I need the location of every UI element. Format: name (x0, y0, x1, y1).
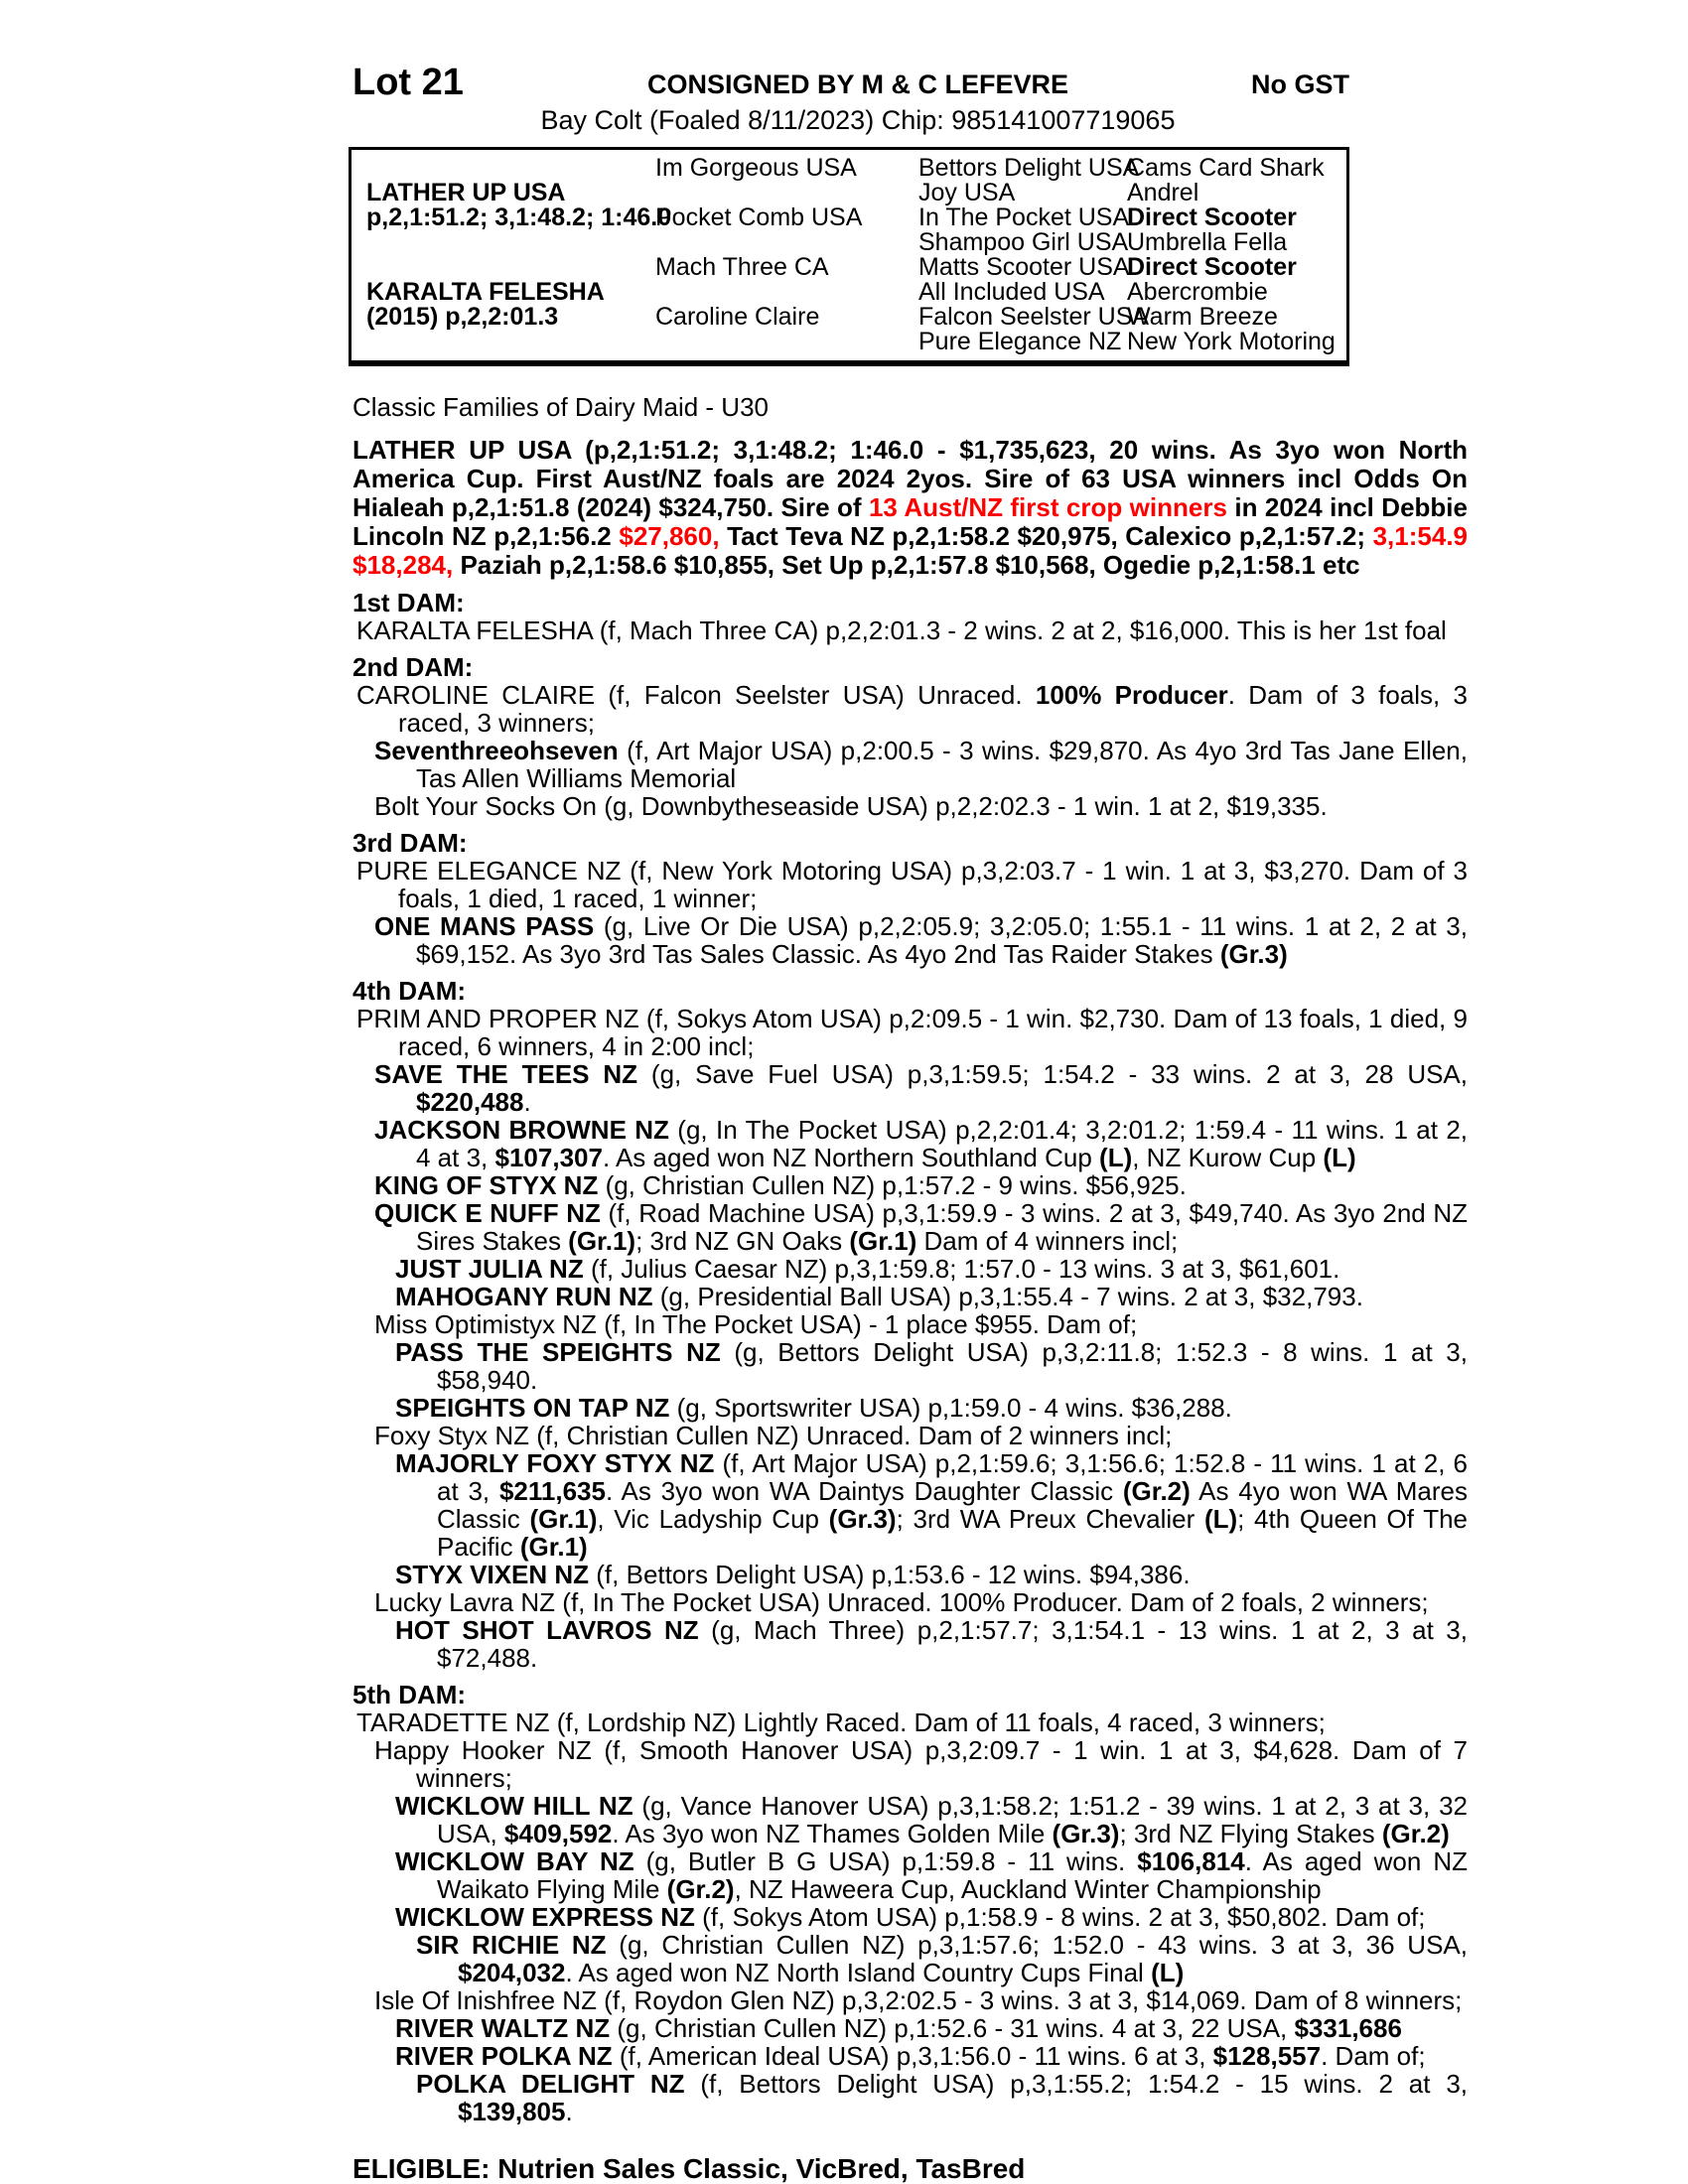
pedigree-horse-cell: p,2,1:51.2; 3,1:48.2; 1:46.0 (366, 204, 672, 231)
pedigree-entry (352, 857, 1468, 912)
pedigree-gen2-cell: Pocket Comb USA (655, 204, 863, 231)
entry-text: (g, Save Fuel USA) p,3,1:59.5; 1:54.2 - 33 wins. 2 at 3, 28 USA, (637, 1059, 1469, 1089)
sire-summary-highlight: 3,1:54.9 $18,284, (352, 521, 1468, 580)
pedigree-entry (352, 1616, 1468, 1672)
page-header (352, 0, 1468, 147)
pedigree-gen2-cell: Mach Three CA (655, 253, 829, 281)
entry-text: (g, Christian Cullen NZ) p,1:57.2 - 9 wins. $56,925. (598, 1170, 1187, 1200)
entry-emphasis: JACKSON BROWNE NZ (374, 1115, 669, 1145)
entry-text: . (565, 2097, 573, 2126)
sire-summary-text: LATHER UP USA (p,2,1:51.2; 3,1:48.2; 1:46.0 - $1,735,623, 20 wins. As 3yo won North America Cup. First Aust/NZ foals are 2024 2yos. Sire of 63 USA winners incl Odds On Hialeah p,2,1:51.8 (2024) $324,750. Sire of (352, 435, 1468, 522)
entry-text: . Dam of 3 foals, 3 raced, 3 winners; (398, 680, 1469, 738)
entry-text: Happy Hooker NZ (f, Smooth Hanover USA) p,3,2:09.7 - 1 win. 1 at 3, $4,628. Dam of 7 winners; (374, 1735, 1468, 1793)
entry-text: . As aged won NZ North Island Country Cups Final (565, 1958, 1152, 1987)
entry-emphasis: SIR RICHIE NZ (416, 1930, 607, 1960)
entry-text: (g, Presidential Ball USA) p,3,1:55.4 - 7 wins. 2 at 3, $32,793. (652, 1282, 1363, 1311)
pedigree-horse-cell (352, 255, 655, 280)
eligibility-line: ELIGIBLE: Nutrien Sales Classic, VicBred, TasBred (352, 2153, 1026, 2184)
entry-emphasis: QUICK E NUFF NZ (374, 1198, 601, 1228)
pedigree-entry (352, 1283, 1468, 1310)
pedigree-horse-cell: LATHER UP USA (366, 179, 566, 206)
entry-text: Foxy Styx NZ (f, Christian Cullen NZ) Unraced. Dam of 2 winners incl; (374, 1421, 1173, 1450)
pedigree-entry (352, 1986, 1468, 2014)
pedigree-gen2-cell (655, 330, 918, 354)
pedigree-entry (352, 1116, 1468, 1171)
entry-emphasis: SPEIGHTS ON TAP NZ (395, 1393, 670, 1423)
entry-text: , NZ Kurow Cup (1132, 1143, 1324, 1172)
pedigree-row (352, 205, 1346, 230)
entry-emphasis: $204,032 (458, 1958, 566, 1987)
dam-heading: 4th DAM: (352, 976, 467, 1006)
entry-emphasis: HOT SHOT LAVROS NZ (395, 1615, 699, 1645)
entry-emphasis: 100% Producer (1035, 680, 1228, 710)
entry-text: Bolt Your Socks On (g, Downbytheseaside USA) p,2,2:02.3 - 1 win. 1 at 2, $19,335. (374, 791, 1328, 821)
pedigree-gen4-cell: Umbrella Fella (1127, 228, 1288, 256)
pedigree-gen2-cell (655, 280, 918, 305)
entry-text: (g, Butler B G USA) p,1:59.8 - 11 wins. (633, 1846, 1138, 1876)
pedigree-gen3-cell: Bettors Delight USA (918, 154, 1140, 182)
entry-emphasis: WICKLOW HILL NZ (395, 1791, 633, 1821)
entry-emphasis: $409,592 (503, 1819, 613, 1848)
pedigree-row (352, 255, 1346, 280)
gst-status: No GST (1251, 69, 1349, 99)
pedigree-gen4-cell: Andrel (1127, 179, 1199, 206)
dam-heading: 1st DAM: (352, 588, 465, 617)
entry-text: (g, Mach Three) p,2,1:57.7; 3,1:54.1 - 13 wins. 1 at 2, 3 at 3, $72,488. (437, 1615, 1468, 1673)
pedigree-entry (352, 792, 1468, 820)
entry-emphasis: WICKLOW BAY NZ (395, 1846, 634, 1876)
dam-heading: 5th DAM: (352, 1680, 467, 1709)
entry-emphasis: RIVER WALTZ NZ (395, 2013, 611, 2043)
entry-text: . As 3yo won WA Daintys Daughter Classic (605, 1476, 1123, 1506)
dam-heading: 3rd DAM: (352, 828, 468, 858)
entry-text: ; 4th Queen Of The Pacific (437, 1504, 1468, 1562)
pedigree-entry (352, 1060, 1468, 1116)
entry-text: , NZ Haweera Cup, Auckland Winter Championship (734, 1874, 1322, 1904)
entry-text: . As 3yo won NZ Thames Golden Mile (612, 1819, 1053, 1848)
entry-text: , Vic Ladyship Cup (597, 1504, 829, 1534)
entry-emphasis: (Gr.2) (1122, 1476, 1191, 1506)
sire-summary-text: Paziah p,2,1:58.6 $10,855, Set Up p,2,1:57.8 $10,568, Ogedie p,2,1:58.1 etc (453, 550, 1360, 580)
entry-emphasis: (Gr.1) (519, 1532, 588, 1562)
entry-emphasis: (Gr.1) (849, 1226, 917, 1256)
pedigree-entry (352, 2014, 1468, 2042)
entry-emphasis: $211,635 (498, 1476, 606, 1506)
pedigree-entry (352, 1792, 1468, 1847)
pedigree-horse-cell: KARALTA FELESHA (366, 278, 605, 306)
entry-text: (g, Vance Hanover USA) p,3,1:58.2; 1:51.2 - 39 wins. 1 at 2, 3 at 3, 32 USA, (437, 1791, 1468, 1848)
pedigree-row (352, 305, 1346, 330)
pedigree-gen4-cell: Warm Breeze (1127, 303, 1278, 331)
entry-text: ; 3rd WA Preux Chevalier (896, 1504, 1204, 1534)
entry-text: Dam of 4 winners incl; (916, 1226, 1179, 1256)
pedigree-gen2-cell: Im Gorgeous USA (655, 154, 857, 182)
pedigree-entry (352, 616, 1468, 644)
entry-text: (f, Road Machine USA) p,3,1:59.9 - 3 wins. 2 at 3, $49,740. As 3yo 2nd NZ Sires Stakes (416, 1198, 1469, 1256)
classic-family-line: Classic Families of Dairy Maid - U30 (352, 392, 769, 422)
entry-emphasis: (Gr.3) (1052, 1819, 1120, 1848)
entry-emphasis: (L) (1203, 1504, 1238, 1534)
entry-text: . Dam of; (1321, 2041, 1426, 2071)
pedigree-entry (352, 1171, 1468, 1199)
entry-emphasis: Seventhreeohseven (374, 736, 619, 765)
entry-emphasis: KING OF STYX NZ (374, 1170, 599, 1200)
foal-description: Bay Colt (Foaled 8/11/2023) Chip: 985141007719065 (540, 105, 1176, 135)
pedigree-gen4-cell: Abercrombie (1127, 278, 1268, 306)
pedigree-gen4-cell: New York Motoring (1127, 328, 1336, 355)
entry-emphasis: (Gr.3) (1219, 939, 1288, 969)
pedigree-gen2-cell (655, 230, 918, 255)
entry-text: Miss Optimistyx NZ (f, In The Pocket USA) - 1 place $955. Dam of; (374, 1309, 1138, 1339)
pedigree-row (352, 230, 1346, 255)
entry-text: KARALTA FELESHA (f, Mach Three CA) p,2,2:01.3 - 2 wins. 2 at 2, $16,000. This is her 1st foal (356, 615, 1447, 645)
pedigree-gen2-cell: Caroline Claire (655, 303, 820, 331)
entry-text: (f, Sokys Atom USA) p,1:58.9 - 8 wins. 2 at 3, $50,802. Dam of; (694, 1902, 1426, 1932)
entry-text: (f, Julius Caesar NZ) p,3,1:59.8; 1:57.0 - 13 wins. 3 at 3, $61,601. (583, 1254, 1340, 1284)
entry-text: (f, American Ideal USA) p,3,1:56.0 - 11 wins. 6 at 3, (612, 2041, 1213, 2071)
lot-number: Lot 21 (352, 62, 464, 103)
entry-text: (f, Art Major USA) p,2,1:59.6; 3,1:56.6; 1:52.8 - 11 wins. 1 at 2, 6 at 3, (437, 1448, 1468, 1506)
entry-emphasis: $220,488 (416, 1087, 524, 1117)
pedigree-horse-cell: (2015) p,2,2:01.3 (366, 303, 559, 331)
pedigree-gen4-cell: Direct Scooter (1127, 253, 1297, 281)
entry-emphasis: WICKLOW EXPRESS NZ (395, 1902, 695, 1932)
entry-text: (f, Bettors Delight USA) p,1:53.6 - 12 wins. $94,386. (589, 1560, 1191, 1589)
entry-text: (g, Christian Cullen NZ) p,1:52.6 - 31 wins. 4 at 3, 22 USA, (610, 2013, 1295, 2043)
pedigree-entry (352, 1422, 1468, 1449)
entry-text: TARADETTE NZ (f, Lordship NZ) Lightly Raced. Dam of 11 foals, 4 raced, 3 winners; (356, 1707, 1326, 1737)
entry-text: Lucky Lavra NZ (f, In The Pocket USA) Unraced. 100% Producer. Dam of 2 foals, 2 winners; (374, 1587, 1429, 1617)
entry-text: ; 3rd NZ GN Oaks (635, 1226, 850, 1256)
entry-emphasis: SAVE THE TEES NZ (374, 1059, 638, 1089)
entry-emphasis: $331,686 (1294, 2013, 1402, 2043)
pedigree-entry (352, 1449, 1468, 1561)
pedigree-entry (352, 1199, 1468, 1255)
entry-emphasis: (Gr.1) (568, 1226, 636, 1256)
pedigree-entry (352, 2070, 1468, 2125)
pedigree-row (352, 280, 1346, 305)
pedigree-gen3-cell: Pure Elegance NZ (918, 328, 1122, 355)
entry-emphasis: $107,307 (494, 1143, 603, 1172)
pedigree-gen4-cell: Direct Scooter (1127, 204, 1297, 231)
entry-emphasis: JUST JULIA NZ (395, 1254, 584, 1284)
pedigree-entry (352, 1736, 1468, 1792)
entry-text: (g, Bettors Delight USA) p,3,2:11.8; 1:52.3 - 8 wins. 1 at 3, $58,940. (437, 1337, 1468, 1395)
pedigree-entry (352, 1931, 1468, 1986)
entry-emphasis: (Gr.3) (828, 1504, 897, 1534)
entry-text: (g, Live Or Die USA) p,2,2:05.9; 3,2:05.0; 1:55.1 - 11 wins. 1 at 2, 2 at 3, $69,152. As 3yo 3rd Tas Sales Classic. As 4yo 2nd Tas Raider Stakes (416, 911, 1468, 969)
entry-emphasis: (Gr.2) (1381, 1819, 1450, 1848)
pedigree-entry (352, 1310, 1468, 1338)
pedigree-horse-cell (352, 230, 655, 255)
page-content (352, 0, 1468, 2184)
entry-emphasis: ONE MANS PASS (374, 911, 595, 941)
entry-emphasis: $128,557 (1212, 2041, 1322, 2071)
entry-text: Isle Of Inishfree NZ (f, Roydon Glen NZ) p,3,2:02.5 - 3 wins. 3 at 3, $14,069. Dam of 8 winners; (374, 1985, 1463, 2015)
pedigree-gen3-cell: All Included USA (918, 278, 1105, 306)
pedigree-entry (352, 1708, 1468, 1736)
entry-emphasis: PASS THE SPEIGHTS NZ (395, 1337, 721, 1367)
entry-emphasis: STYX VIXEN NZ (395, 1560, 590, 1589)
entry-text: (g, In The Pocket USA) p,2,2:01.4; 3,2:01.2; 1:59.4 - 11 wins. 1 at 2, 4 at 3, (416, 1115, 1469, 1172)
pedigree-row (352, 156, 1346, 181)
entry-emphasis: (Gr.2) (666, 1874, 735, 1904)
entry-text: PURE ELEGANCE NZ (f, New York Motoring USA) p,3,2:03.7 - 1 win. 1 at 3, $3,270. Dam of 3 foals, 1 died, 1 raced, 1 winner; (356, 856, 1468, 913)
entry-emphasis: $139,805 (458, 2097, 566, 2126)
entry-emphasis: RIVER POLKA NZ (395, 2041, 613, 2071)
sire-summary-highlight: $27,860, (619, 521, 720, 551)
pedigree-gen3-cell: Joy USA (918, 179, 1016, 206)
pedigree-entry (352, 1903, 1468, 1931)
pedigree-gen3-cell: Matts Scooter USA (918, 253, 1130, 281)
pedigree-entry (352, 912, 1468, 968)
entry-emphasis: (L) (1323, 1143, 1356, 1172)
entry-text: (f, Bettors Delight USA) p,3,1:55.2; 1:54.2 - 15 wins. 2 at 3, (684, 2069, 1469, 2099)
dam-sections (352, 589, 1468, 2125)
pedigree-entry (352, 2042, 1468, 2070)
dam-heading: 2nd DAM: (352, 652, 474, 682)
entry-text: PRIM AND PROPER NZ (f, Sokys Atom USA) p,2:09.5 - 1 win. $2,730. Dam of 13 foals, 1 died, 9 raced, 6 winners, 4 in 2:00 incl; (356, 1004, 1468, 1061)
entry-text: (g, Christian Cullen NZ) p,3,1:57.6; 1:52.0 - 43 wins. 3 at 3, 36 USA, (606, 1930, 1468, 1960)
consignor-title: CONSIGNED BY M & C LEFEVRE (646, 69, 1069, 99)
pedigree-gen4-cell: Cams Card Shark (1127, 154, 1325, 182)
pedigree-entry (352, 1588, 1468, 1616)
pedigree-entry (352, 681, 1468, 737)
entry-emphasis: (Gr.1) (529, 1504, 598, 1534)
entry-text: (g, Sportswriter USA) p,1:59.0 - 4 wins. $36,288. (669, 1393, 1232, 1423)
sire-summary-text: in 2024 incl Debbie Lincoln NZ p,2,1:56.2 (352, 492, 1468, 551)
entry-text: . As aged won NZ Waikato Flying Mile (437, 1846, 1468, 1904)
pedigree-entry (352, 1338, 1468, 1394)
entry-text: . As aged won NZ Northern Southland Cup (602, 1143, 1100, 1172)
pedigree-gen2-cell (655, 181, 918, 205)
pedigree-row (352, 181, 1346, 205)
pedigree-gen3-cell: Shampoo Girl USA (918, 228, 1129, 256)
pedigree-entry (352, 1394, 1468, 1422)
pedigree-horse-cell (352, 330, 655, 354)
entry-text: ; 3rd NZ Flying Stakes (1119, 1819, 1382, 1848)
entry-text: . (523, 1087, 531, 1117)
pedigree-entry (352, 1847, 1468, 1903)
entry-text: CAROLINE CLAIRE (f, Falcon Seelster USA) Unraced. (356, 680, 1036, 710)
entry-text: As 4yo won WA Mares Classic (437, 1476, 1468, 1534)
pedigree-gen3-cell: Falcon Seelster USA (918, 303, 1150, 331)
pedigree-entry (352, 1255, 1468, 1283)
pedigree-horse-cell (352, 156, 655, 181)
sire-summary (352, 436, 1468, 580)
entry-text: (f, Art Major USA) p,2:00.5 - 3 wins. $29,870. As 4yo 3rd Tas Jane Ellen, Tas Allen Williams Memorial (416, 736, 1468, 793)
pedigree-row (352, 330, 1346, 354)
pedigree-entry (352, 1005, 1468, 1060)
entry-emphasis: (L) (1151, 1958, 1185, 1987)
pedigree-entry (352, 737, 1468, 792)
entry-emphasis: $106,814 (1137, 1846, 1245, 1876)
pedigree-table (349, 147, 1349, 366)
pedigree-entry (352, 1561, 1468, 1588)
sire-summary-highlight: 13 Aust/NZ first crop winners (868, 492, 1227, 522)
entry-emphasis: MAJORLY FOXY STYX NZ (395, 1448, 715, 1478)
sire-summary-text: Tact Teva NZ p,2,1:58.2 $20,975, Calexico p,2,1:57.2; (719, 521, 1373, 551)
entry-emphasis: POLKA DELIGHT NZ (416, 2069, 685, 2099)
entry-emphasis: MAHOGANY RUN NZ (395, 1282, 653, 1311)
pedigree-gen3-cell: In The Pocket USA (918, 204, 1130, 231)
entry-emphasis: (L) (1099, 1143, 1133, 1172)
